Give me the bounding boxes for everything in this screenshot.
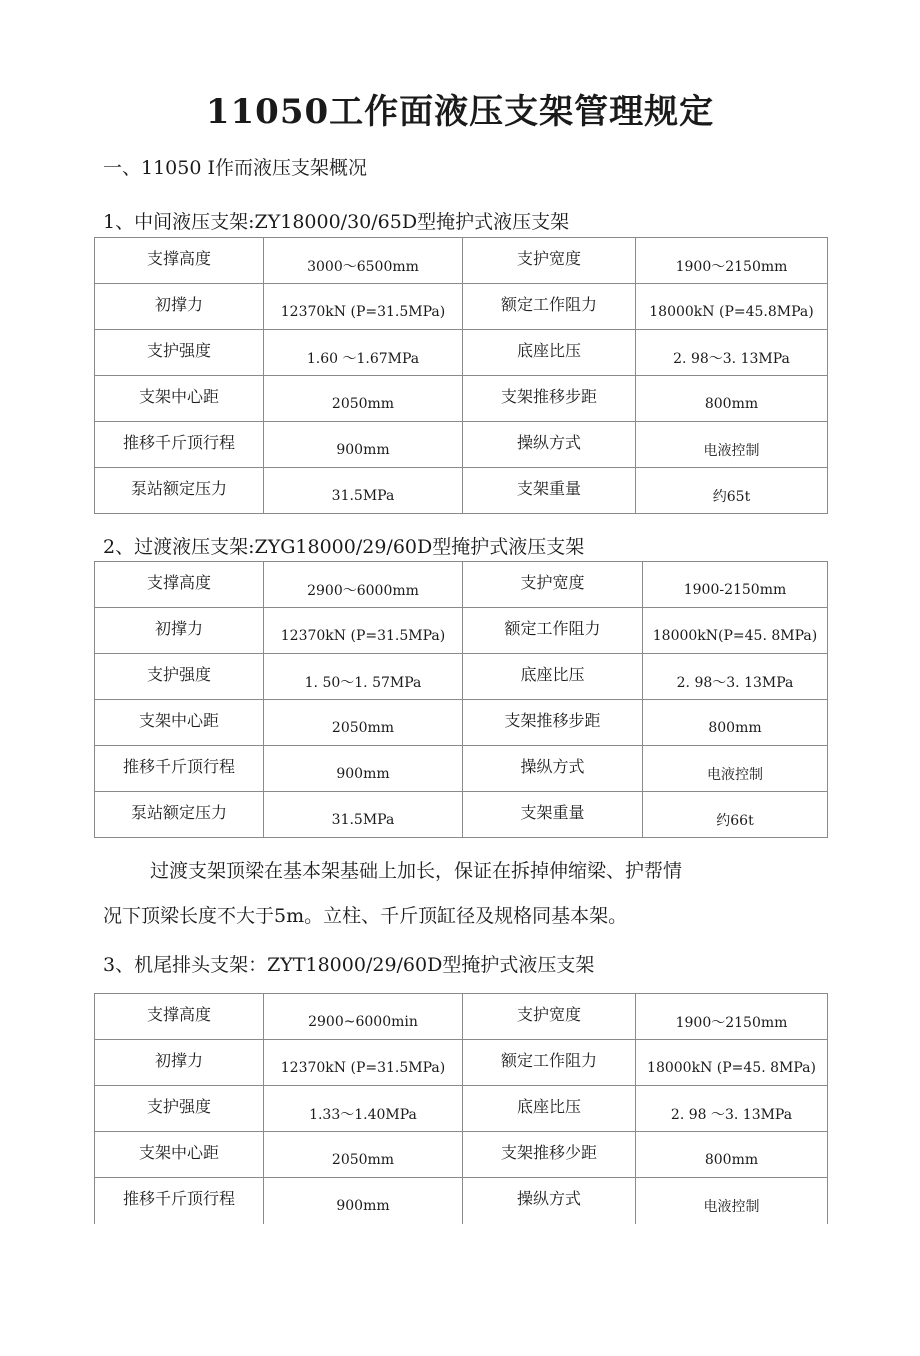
spec-label-cell: 操纵方式: [463, 746, 643, 792]
spec-value-cell: 约65t: [636, 468, 828, 514]
spec-value-cell: 18000kN (P=45. 8MPa): [636, 1040, 828, 1086]
spec-value-cell: 18000kN(P=45. 8MPa): [643, 608, 828, 654]
spec-value-cell: 2900~6000min: [264, 994, 463, 1040]
spec-value-cell: 12370kN (P=31.5MPa): [264, 284, 463, 330]
heading-tail-support: 3、机尾排头支架：ZYT18000/29/60D型掩护式液压支架: [103, 954, 595, 976]
table-row: [95, 994, 828, 1040]
paragraph-line-2: 况下顶梁长度不大于5m。立柱、千斤顶缸径及规格同基本架。: [103, 905, 628, 927]
spec-value-cell: 1.33～1.40MPa: [264, 1086, 463, 1132]
table-row: [95, 376, 828, 422]
heading-transition-support: 2、过渡液压支架:ZYG18000/29/60D型掩护式液压支架: [103, 536, 585, 558]
spec-value-cell: 18000kN (P=45.8MPa): [636, 284, 828, 330]
spec-label-cell: 支架中心距: [95, 1132, 264, 1178]
table-row: [95, 746, 828, 792]
spec-label-cell: 支架推移步距: [463, 376, 636, 422]
spec-value-cell: 1900～2150mm: [636, 238, 828, 284]
spec-label-cell: 泵站额定压力: [95, 468, 264, 514]
spec-value-cell: 2050mm: [264, 700, 463, 746]
spec-label-cell: 支架推移步距: [463, 700, 643, 746]
spec-value-cell: 电液控制: [643, 746, 828, 792]
heading-middle-support: 1、中间液压支架:ZY18000/30/65D型掩护式液压支架: [103, 211, 570, 233]
spec-value-cell: 800mm: [636, 1132, 828, 1178]
spec-label-cell: 支架中心距: [95, 376, 264, 422]
spec-label-cell: 支架重量: [463, 792, 643, 838]
spec-label-cell: 推移千斤顶行程: [95, 1178, 264, 1224]
table-row: [95, 792, 828, 838]
spec-label-cell: 推移千斤顶行程: [95, 422, 264, 468]
table-row: [95, 700, 828, 746]
spec-value-cell: 900mm: [264, 746, 463, 792]
spec-value-cell: 2050mm: [264, 1132, 463, 1178]
spec-value-cell: 2. 98～3. 13MPa: [643, 654, 828, 700]
spec-table-tail-support: [94, 993, 828, 1224]
spec-value-cell: 2. 98 ～3. 13MPa: [636, 1086, 828, 1132]
spec-value-cell: 800mm: [643, 700, 828, 746]
spec-label-cell: 支撑高度: [95, 994, 264, 1040]
document-title: 11050工作面液压支架管理规定: [205, 92, 715, 132]
spec-label-cell: 支架重量: [463, 468, 636, 514]
spec-value-cell: 12370kN (P=31.5MPa): [264, 1040, 463, 1086]
table-row: [95, 284, 828, 330]
section-heading-overview: 一、11050 I作而液压支架概况: [103, 157, 367, 179]
paragraph-line-1: 过渡支架顶梁在基本架基础上加长，保证在拆掉伸缩梁、护帮情: [150, 860, 683, 882]
spec-label-cell: 支护宽度: [463, 994, 636, 1040]
table-row: [95, 562, 828, 608]
spec-label-cell: 初撑力: [95, 608, 264, 654]
table-row: [95, 1040, 828, 1086]
spec-value-cell: 3000～6500mm: [264, 238, 463, 284]
spec-value-cell: 电液控制: [636, 1178, 828, 1224]
spec-label-cell: 操纵方式: [463, 422, 636, 468]
table-row: [95, 238, 828, 284]
spec-value-cell: 1900～2150mm: [636, 994, 828, 1040]
spec-value-cell: 1. 50～1. 57MPa: [264, 654, 463, 700]
spec-label-cell: 底座比压: [463, 1086, 636, 1132]
spec-value-cell: 1900-2150mm: [643, 562, 828, 608]
spec-value-cell: 12370kN (P=31.5MPa): [264, 608, 463, 654]
spec-label-cell: 泵站额定压力: [95, 792, 264, 838]
spec-label-cell: 支护强度: [95, 330, 264, 376]
table-row: [95, 1086, 828, 1132]
spec-label-cell: 底座比压: [463, 654, 643, 700]
spec-table-middle-support: [94, 237, 828, 514]
spec-value-cell: 31.5MPa: [264, 792, 463, 838]
table-row: [95, 468, 828, 514]
spec-label-cell: 额定工作阻力: [463, 1040, 636, 1086]
spec-label-cell: 支护强度: [95, 654, 264, 700]
spec-value-cell: 1.60 ～1.67MPa: [264, 330, 463, 376]
spec-label-cell: 支架推移少距: [463, 1132, 636, 1178]
spec-label-cell: 额定工作阻力: [463, 284, 636, 330]
spec-value-cell: 800mm: [636, 376, 828, 422]
spec-value-cell: 2900～6000mm: [264, 562, 463, 608]
spec-label-cell: 支护宽度: [463, 562, 643, 608]
spec-value-cell: 31.5MPa: [264, 468, 463, 514]
spec-label-cell: 额定工作阻力: [463, 608, 643, 654]
spec-value-cell: 900mm: [264, 422, 463, 468]
table-row: [95, 608, 828, 654]
spec-label-cell: 支架中心距: [95, 700, 264, 746]
spec-value-cell: 2050mm: [264, 376, 463, 422]
table-row: [95, 1178, 828, 1224]
spec-value-cell: 2. 98～3. 13MPa: [636, 330, 828, 376]
table-row: [95, 654, 828, 700]
spec-label-cell: 初撑力: [95, 1040, 264, 1086]
spec-value-cell: 900mm: [264, 1178, 463, 1224]
spec-label-cell: 推移千斤顶行程: [95, 746, 264, 792]
spec-label-cell: 底座比压: [463, 330, 636, 376]
table-row: [95, 1132, 828, 1178]
spec-label-cell: 支撑高度: [95, 238, 264, 284]
spec-label-cell: 操纵方式: [463, 1178, 636, 1224]
spec-value-cell: 约66t: [643, 792, 828, 838]
spec-label-cell: 支护宽度: [463, 238, 636, 284]
page-bottom-margin: [0, 1225, 920, 1356]
spec-table-transition-support: [94, 561, 828, 838]
spec-label-cell: 支撑高度: [95, 562, 264, 608]
spec-value-cell: 电液控制: [636, 422, 828, 468]
table-row: [95, 422, 828, 468]
spec-label-cell: 初撑力: [95, 284, 264, 330]
spec-label-cell: 支护强度: [95, 1086, 264, 1132]
table-row: [95, 330, 828, 376]
